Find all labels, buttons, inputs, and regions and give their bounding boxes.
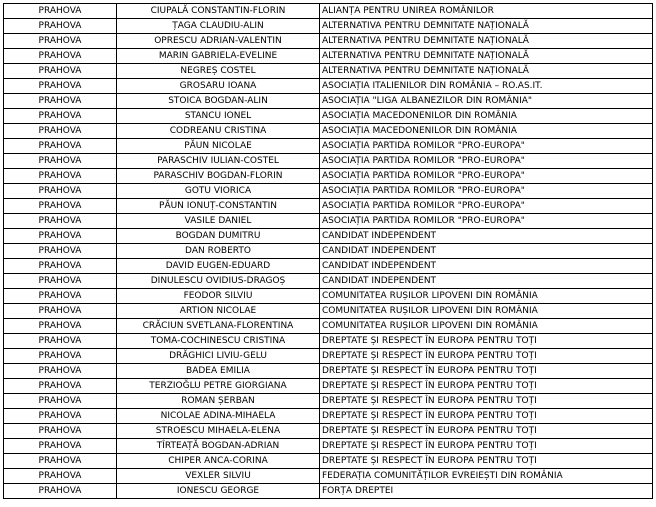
table-row (4, 169, 653, 184)
party-cell: DREPTATE ȘI RESPECT ÎN EUROPA PENTRU TOȚI (320, 424, 653, 439)
table-row (4, 469, 653, 484)
county-cell: PRAHOVA (4, 184, 117, 199)
table-row (4, 214, 653, 229)
party-cell: ASOCIAȚIA PARTIDA ROMILOR "PRO-EUROPA" (320, 184, 653, 199)
county-cell: PRAHOVA (4, 214, 117, 229)
candidate-name-cell: OPRESCU ADRIAN-VALENTIN (117, 34, 320, 49)
party-cell: ALTERNATIVA PENTRU DEMNITATE NAȚIONALĂ (320, 64, 653, 79)
party-cell: ASOCIAȚIA MACEDONENILOR DIN ROMÂNIA (320, 124, 653, 139)
table-row (4, 424, 653, 439)
table-row (4, 319, 653, 334)
candidate-name-cell: VASILE DANIEL (117, 214, 320, 229)
party-cell: DREPTATE ȘI RESPECT ÎN EUROPA PENTRU TOȚI (320, 439, 653, 454)
county-cell: PRAHOVA (4, 439, 117, 454)
county-cell: PRAHOVA (4, 379, 117, 394)
candidate-name-cell: DAN ROBERTO (117, 244, 320, 259)
candidate-name-cell: CRĂCIUN SVETLANA-FLORENTINA (117, 319, 320, 334)
candidate-name-cell: TOMA-COCHINESCU CRISTINA (117, 334, 320, 349)
party-cell: ASOCIAȚIA "LIGA ALBANEZILOR DIN ROMÂNIA" (320, 94, 653, 109)
candidate-name-cell: GROSARU IOANA (117, 79, 320, 94)
party-cell: ASOCIAȚIA ITALIENILOR DIN ROMÂNIA – RO.AS.IT. (320, 79, 653, 94)
party-cell: COMUNITATEA RUȘILOR LIPOVENI DIN ROMÂNIA (320, 319, 653, 334)
county-cell: PRAHOVA (4, 49, 117, 64)
table-row (4, 49, 653, 64)
table-row (4, 274, 653, 289)
party-cell: ALTERNATIVA PENTRU DEMNITATE NAȚIONALĂ (320, 19, 653, 34)
table-row (4, 19, 653, 34)
party-cell: DREPTATE ȘI RESPECT ÎN EUROPA PENTRU TOȚI (320, 379, 653, 394)
county-cell: PRAHOVA (4, 289, 117, 304)
candidate-name-cell: CIUPALĂ CONSTANTIN-FLORIN (117, 4, 320, 19)
county-cell: PRAHOVA (4, 469, 117, 484)
table-row (4, 334, 653, 349)
candidates-table-body (4, 4, 653, 499)
candidate-name-cell: DAVID EUGEN-EDUARD (117, 259, 320, 274)
table-row (4, 439, 653, 454)
party-cell: CANDIDAT INDEPENDENT (320, 229, 653, 244)
county-cell: PRAHOVA (4, 139, 117, 154)
table-row (4, 94, 653, 109)
party-cell: DREPTATE ȘI RESPECT ÎN EUROPA PENTRU TOȚI (320, 409, 653, 424)
county-cell: PRAHOVA (4, 454, 117, 469)
table-row (4, 364, 653, 379)
table-row (4, 379, 653, 394)
party-cell: DREPTATE ȘI RESPECT ÎN EUROPA PENTRU TOȚI (320, 394, 653, 409)
party-cell: COMUNITATEA RUȘILOR LIPOVENI DIN ROMÂNIA (320, 289, 653, 304)
party-cell: DREPTATE ȘI RESPECT ÎN EUROPA PENTRU TOȚI (320, 364, 653, 379)
county-cell: PRAHOVA (4, 169, 117, 184)
candidate-name-cell: ȚAGA CLAUDIU-ALIN (117, 19, 320, 34)
party-cell: ALIANȚA PENTRU UNIREA ROMÂNILOR (320, 4, 653, 19)
county-cell: PRAHOVA (4, 154, 117, 169)
county-cell: PRAHOVA (4, 319, 117, 334)
candidate-name-cell: CODREANU CRISTINA (117, 124, 320, 139)
candidate-name-cell: TERZIOĞLU PETRE GIORGIANA (117, 379, 320, 394)
party-cell: FEDERAȚIA COMUNITĂȚILOR EVREIEȘTI DIN ROMÂNIA (320, 469, 653, 484)
candidate-name-cell: NEGREȘ COSTEL (117, 64, 320, 79)
county-cell: PRAHOVA (4, 394, 117, 409)
table-row (4, 34, 653, 49)
table-row (4, 64, 653, 79)
county-cell: PRAHOVA (4, 19, 117, 34)
candidate-name-cell: VEXLER SILVIU (117, 469, 320, 484)
candidate-name-cell: BOGDAN DUMITRU (117, 229, 320, 244)
candidate-name-cell: PARASCHIV IULIAN-COSTEL (117, 154, 320, 169)
county-cell: PRAHOVA (4, 124, 117, 139)
party-cell: DREPTATE ȘI RESPECT ÎN EUROPA PENTRU TOȚI (320, 454, 653, 469)
party-cell: ASOCIAȚIA PARTIDA ROMILOR "PRO-EUROPA" (320, 139, 653, 154)
county-cell: PRAHOVA (4, 424, 117, 439)
candidate-name-cell: IONESCU GEORGE (117, 484, 320, 499)
party-cell: ALTERNATIVA PENTRU DEMNITATE NAȚIONALĂ (320, 49, 653, 64)
candidate-name-cell: ARTION NICOLAE (117, 304, 320, 319)
candidate-name-cell: NICOLAE ADINA-MIHAELA (117, 409, 320, 424)
county-cell: PRAHOVA (4, 79, 117, 94)
party-cell: CANDIDAT INDEPENDENT (320, 274, 653, 289)
table-row (4, 229, 653, 244)
candidate-name-cell: PĂUN IONUȚ-CONSTANTIN (117, 199, 320, 214)
candidate-name-cell: PĂUN NICOLAE (117, 139, 320, 154)
table-row (4, 109, 653, 124)
candidate-name-cell: STANCU IONEL (117, 109, 320, 124)
table-row (4, 79, 653, 94)
table-row (4, 4, 653, 19)
table-row (4, 199, 653, 214)
county-cell: PRAHOVA (4, 34, 117, 49)
table-row (4, 259, 653, 274)
county-cell: PRAHOVA (4, 109, 117, 124)
candidate-name-cell: STOICA BOGDAN-ALIN (117, 94, 320, 109)
party-cell: COMUNITATEA RUȘILOR LIPOVENI DIN ROMÂNIA (320, 304, 653, 319)
party-cell: ALTERNATIVA PENTRU DEMNITATE NAȚIONALĂ (320, 34, 653, 49)
party-cell: CANDIDAT INDEPENDENT (320, 259, 653, 274)
candidate-name-cell: CHIPER ANCA-CORINA (117, 454, 320, 469)
table-row (4, 124, 653, 139)
candidate-name-cell: DINULESCU OVIDIUS-DRAGOȘ (117, 274, 320, 289)
party-cell: ASOCIAȚIA PARTIDA ROMILOR "PRO-EUROPA" (320, 169, 653, 184)
county-cell: PRAHOVA (4, 484, 117, 499)
county-cell: PRAHOVA (4, 94, 117, 109)
county-cell: PRAHOVA (4, 274, 117, 289)
table-row (4, 484, 653, 499)
county-cell: PRAHOVA (4, 364, 117, 379)
party-cell: ASOCIAȚIA PARTIDA ROMILOR "PRO-EUROPA" (320, 199, 653, 214)
table-row (4, 154, 653, 169)
candidate-name-cell: DRĂGHICI LIVIU-GELU (117, 349, 320, 364)
candidate-name-cell: ROMAN ȘERBAN (117, 394, 320, 409)
party-cell: CANDIDAT INDEPENDENT (320, 244, 653, 259)
candidate-name-cell: TÎRTEAȚĂ BOGDAN-ADRIAN (117, 439, 320, 454)
candidate-name-cell: PARASCHIV BOGDAN-FLORIN (117, 169, 320, 184)
county-cell: PRAHOVA (4, 64, 117, 79)
table-row (4, 304, 653, 319)
county-cell: PRAHOVA (4, 409, 117, 424)
table-row (4, 289, 653, 304)
candidates-table (3, 3, 653, 499)
party-cell: DREPTATE ȘI RESPECT ÎN EUROPA PENTRU TOȚI (320, 349, 653, 364)
party-cell: DREPTATE ȘI RESPECT ÎN EUROPA PENTRU TOȚI (320, 334, 653, 349)
candidate-name-cell: MARIN GABRIELA-EVELINE (117, 49, 320, 64)
candidate-name-cell: FEODOR SILVIU (117, 289, 320, 304)
table-row (4, 244, 653, 259)
party-cell: FORȚA DREPTEI (320, 484, 653, 499)
party-cell: ASOCIAȚIA PARTIDA ROMILOR "PRO-EUROPA" (320, 154, 653, 169)
county-cell: PRAHOVA (4, 334, 117, 349)
county-cell: PRAHOVA (4, 349, 117, 364)
candidate-name-cell: GOTU VIORICA (117, 184, 320, 199)
county-cell: PRAHOVA (4, 4, 117, 19)
party-cell: ASOCIAȚIA MACEDONENILOR DIN ROMÂNIA (320, 109, 653, 124)
county-cell: PRAHOVA (4, 229, 117, 244)
table-row (4, 349, 653, 364)
table-row (4, 139, 653, 154)
table-row (4, 184, 653, 199)
party-cell: ASOCIAȚIA PARTIDA ROMILOR "PRO-EUROPA" (320, 214, 653, 229)
table-row (4, 394, 653, 409)
table-row (4, 454, 653, 469)
table-row (4, 409, 653, 424)
county-cell: PRAHOVA (4, 199, 117, 214)
county-cell: PRAHOVA (4, 259, 117, 274)
county-cell: PRAHOVA (4, 304, 117, 319)
candidate-name-cell: STROESCU MIHAELA-ELENA (117, 424, 320, 439)
candidate-name-cell: BADEA EMILIA (117, 364, 320, 379)
county-cell: PRAHOVA (4, 244, 117, 259)
